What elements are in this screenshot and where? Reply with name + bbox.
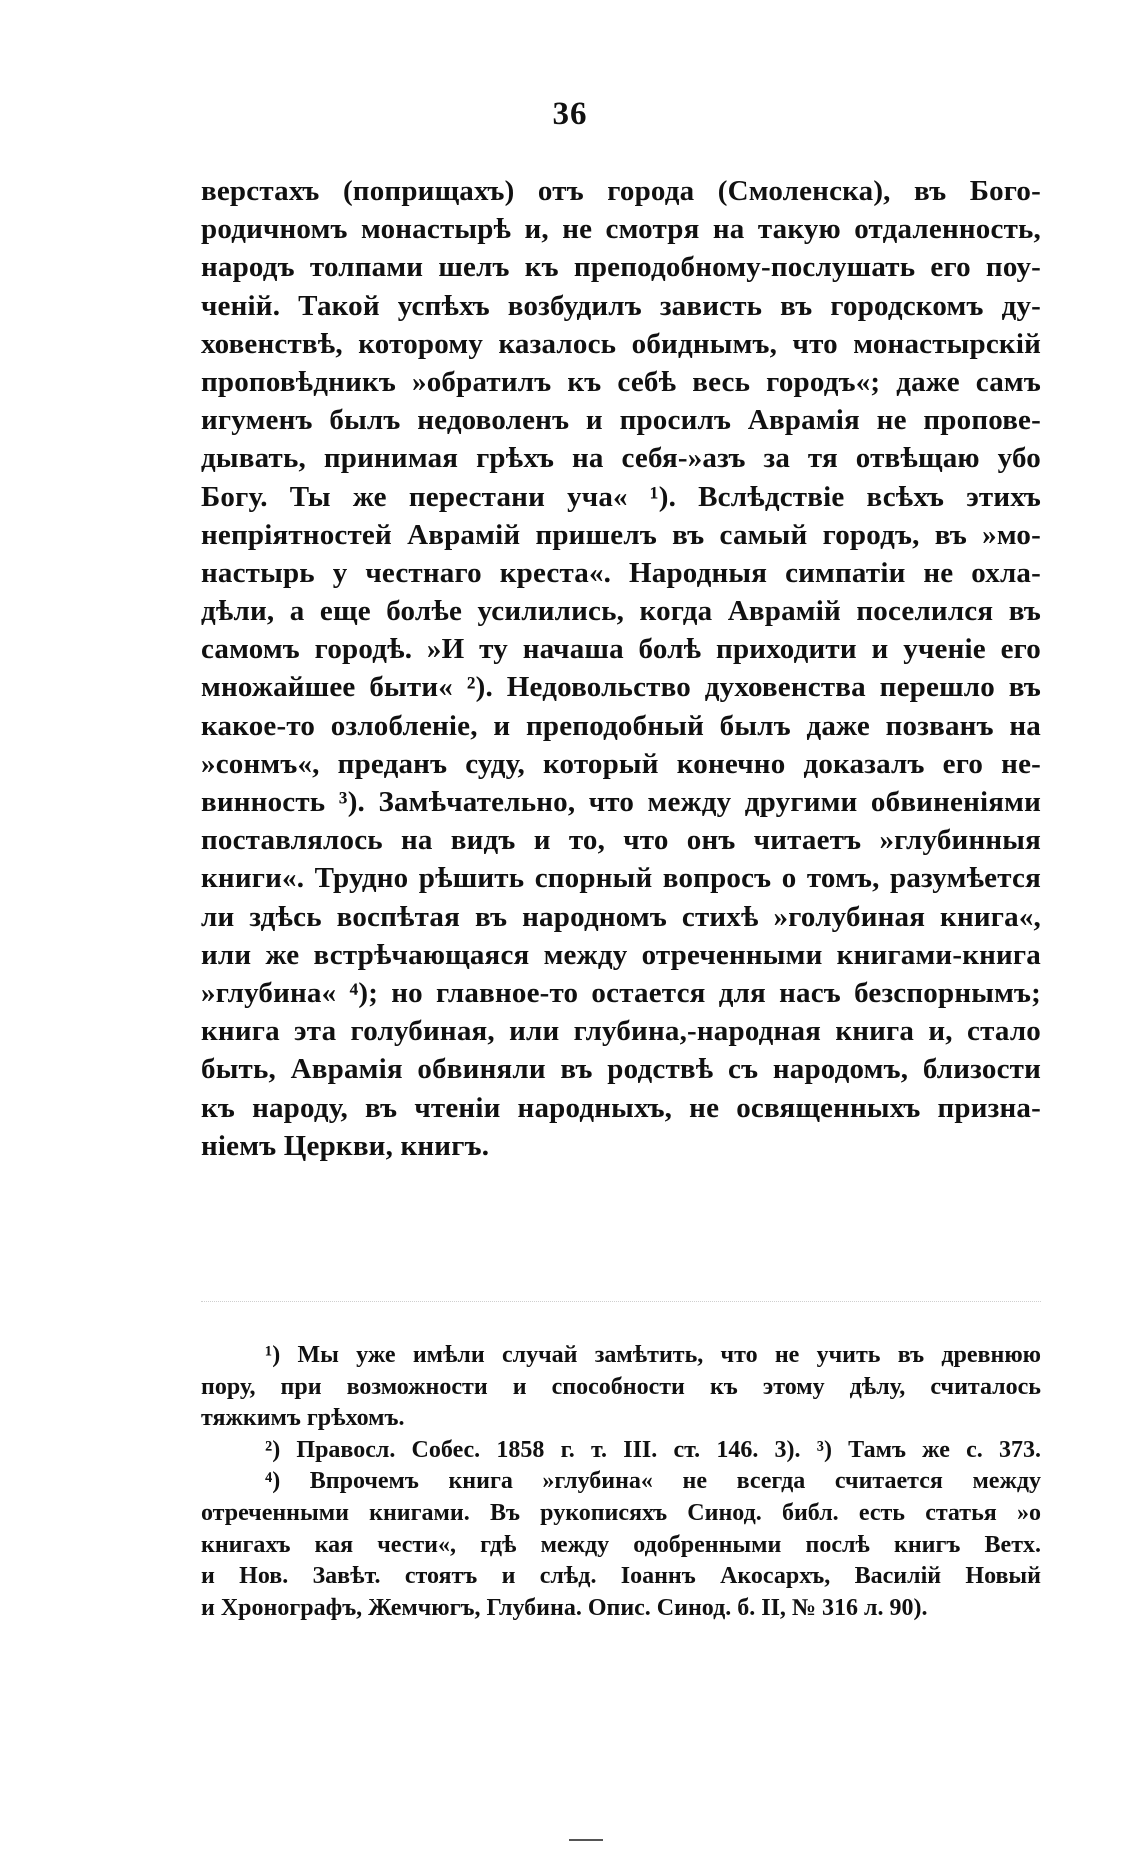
text-line: книги«. Трудно рѣшить спорный вопросъ о томъ, разумѣется	[201, 862, 1041, 895]
text-line: дывать, принимая грѣхъ на себя-»азъ за тя отвѣщаю убо	[201, 442, 1041, 475]
footnote-line: тяжкимъ грѣхомъ.	[201, 1405, 405, 1432]
text-line: дѣли, а еще болѣе усилились, когда Аврамій поселился въ	[201, 595, 1041, 628]
text-line: къ народу, въ чтеніи народныхъ, не освященныхъ призна-	[201, 1091, 1041, 1124]
footnote-line: ⁴) Впрочемъ книга »глубина« не всегда считается между	[265, 1468, 1041, 1495]
text-line: быть, Аврамія обвиняли въ родствѣ съ народомъ, близости	[201, 1053, 1041, 1086]
footnote-line: пору, при возможности и способности къ этому дѣлу, считалось	[201, 1373, 1041, 1400]
text-line: Богу. Ты же перестани уча« ¹). Вслѣдствіе всѣхъ этихъ	[201, 480, 1041, 513]
text-line: »глубина« ⁴); но главное-то остается для насъ безспорнымъ;	[201, 976, 1041, 1009]
footnote-line: и Хронографъ, Жемчюгъ, Глубина. Опис. Синод. б. II, № 316 л. 90).	[201, 1594, 928, 1621]
text-line: проповѣдникъ »обратилъ къ себѣ весь городъ«; даже самъ	[201, 365, 1041, 398]
text-line: родичномъ монастырѣ и, не смотря на такую отдаленность,	[201, 213, 1041, 246]
text-line: множайшее быти« ²). Недовольство духовенства перешло въ	[201, 671, 1041, 704]
page-number: 36	[552, 96, 588, 132]
text-line: ченій. Такой успѣхъ возбудилъ зависть въ городскомъ ду-	[201, 289, 1041, 322]
footnote-line: ¹) Мы уже имѣли случай замѣтить, что не учить въ древнюю	[265, 1342, 1041, 1368]
bottom-mark	[569, 1839, 603, 1841]
text-line: непріятностей Аврамій пришелъ въ самый городъ, въ »мо-	[201, 518, 1041, 551]
text-line: ли здѣсь воспѣтая въ народномъ стихѣ »голубиная книга«,	[201, 900, 1041, 933]
text-line: »сонмъ«, преданъ суду, который конечно доказалъ его не-	[201, 747, 1041, 780]
text-line: ховенствѣ, которому казалось обиднымъ, что монастырскій	[201, 327, 1041, 360]
text-line: винность ³). Замѣчательно, что между другими обвиненіями	[201, 786, 1041, 818]
text-line: настырь у честнаго креста«. Народныя симпатіи не охла-	[201, 556, 1041, 589]
text-line: самомъ городѣ. »И ту начаша болѣ приходити и ученіе его	[201, 633, 1041, 666]
footnote-divider	[201, 1301, 1041, 1302]
text-line: поставлялось на видъ и то, что онъ читаетъ »глубинныя	[201, 824, 1041, 857]
footnote-line: ²) Правосл. Собес. 1858 г. т. III. ст. 146. 3). ³) Тамъ же с. 373.	[265, 1436, 1041, 1463]
text-line: или же встрѣчающаяся между отреченными книгами-книга	[201, 938, 1041, 971]
footnote-line: и Нов. Завѣт. стоятъ и слѣд. Іоаннъ Акосархъ, Василій Новый	[201, 1563, 1041, 1590]
footnote-line: книгахъ кая чести«, гдѣ между одобренными послѣ книгъ Ветх.	[201, 1531, 1041, 1558]
footnote-line: отреченными книгами. Въ рукописяхъ Синод. библ. есть статья »о	[201, 1499, 1041, 1526]
text-line: народъ толпами шелъ къ преподобному-послушать его поу-	[201, 251, 1041, 284]
text-line: ніемъ Церкви, книгъ.	[201, 1129, 490, 1162]
main-text	[201, 172, 1041, 1165]
text-line: книга эта голубиная, или глубина,-народная книга и, стало	[201, 1015, 1041, 1048]
text-line: какое-то озлобленіе, и преподобный былъ даже позванъ на	[201, 709, 1041, 742]
text-line: верстахъ (поприщахъ) отъ города (Смоленска), въ Бого-	[201, 175, 1041, 207]
text-line: игуменъ былъ недоволенъ и просилъ Аврамія не пропове-	[201, 404, 1041, 437]
footnotes	[201, 1340, 1041, 1624]
